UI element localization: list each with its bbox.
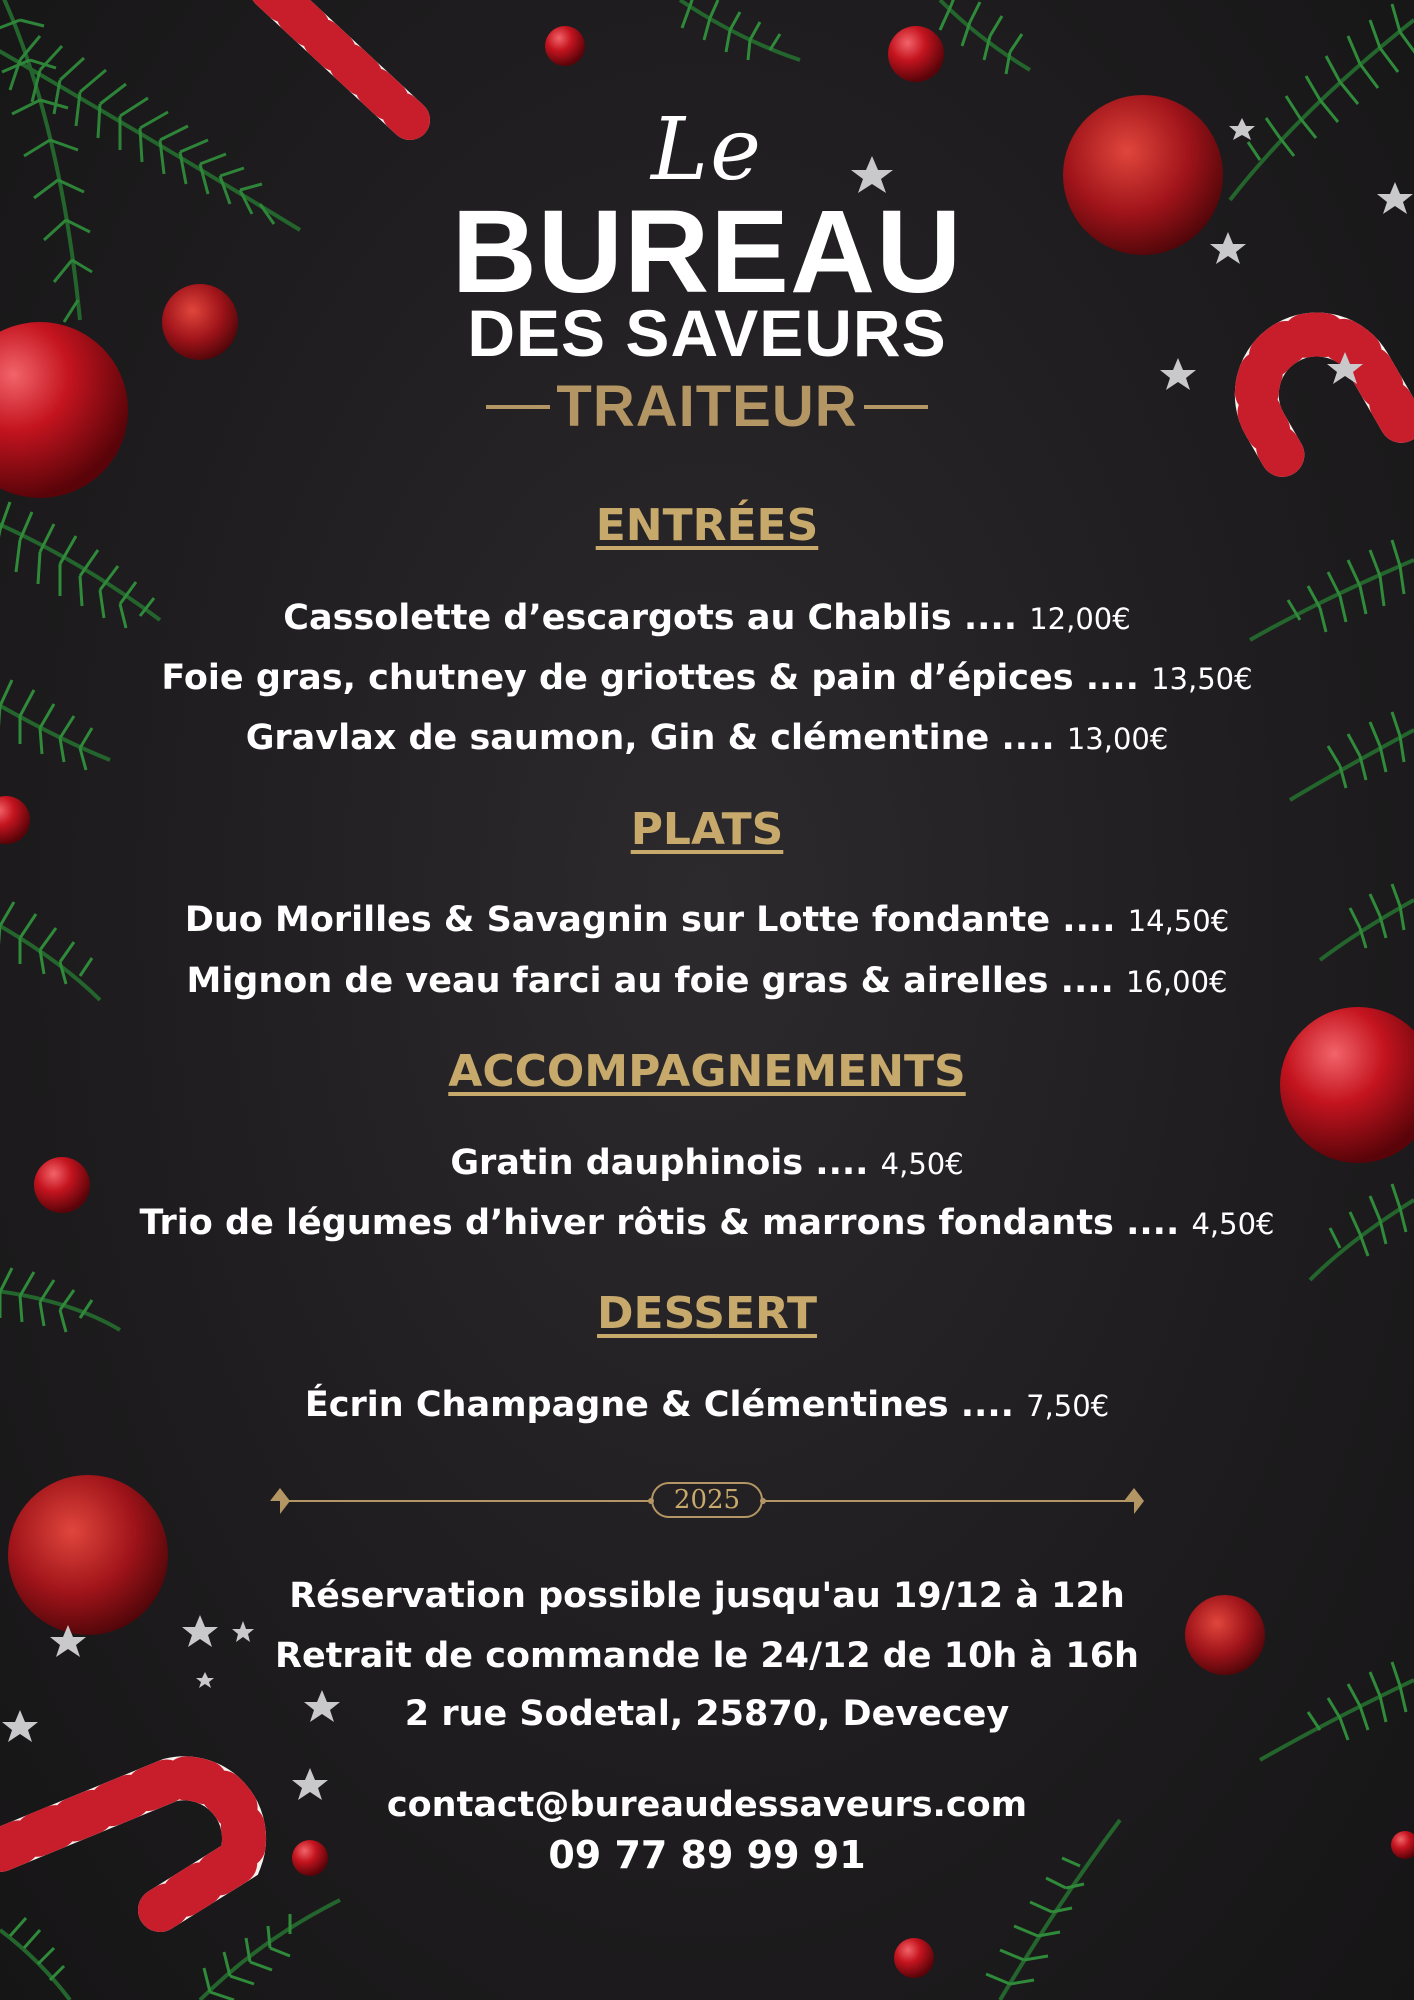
address: 2 rue Sodetal, 25870, Devecey [404,1694,1010,1734]
menu-item-price: 13,50€ [1151,662,1253,696]
menu-item-price: 12,00€ [1029,602,1131,636]
section-title-plats: PLATS [630,804,784,855]
logo-bureau: BUREAU [451,186,963,318]
menu-item-name: Gratin dauphinois .... [450,1143,869,1183]
logo-traiteur [0,375,1414,439]
year-badge: 2025 [651,1482,763,1518]
menu-item-name: Écrin Champagne & Clémentines .... [304,1385,1014,1425]
reservation-info: Réservation possible jusqu'au 19/12 à 12h [289,1576,1125,1616]
menu-item-name: Duo Morilles & Savagnin sur Lotte fondante .... [184,900,1116,940]
section-title-entrees: ENTRÉES [595,500,819,551]
logo-dash-left [486,405,550,409]
menu-item [0,716,1414,761]
logo-des-saveurs: DES SAVEURS [467,296,947,370]
section-title-accompagnements: ACCOMPAGNEMENTS [448,1046,966,1097]
menu-item-name: Trio de légumes d’hiver rôtis & marrons fondants .... [139,1203,1180,1243]
menu-item [0,1141,1414,1186]
menu-item-name: Mignon de veau farci au foie gras & airelles .... [186,961,1114,1001]
logo-traiteur-text: TRAITEUR [556,374,858,439]
menu-item-price: 16,00€ [1126,965,1228,999]
menu-item-price: 7,50€ [1026,1389,1110,1423]
menu-item [0,656,1414,701]
menu-item-name: Cassolette d’escargots au Chablis .... [283,598,1018,638]
logo-le: Le [650,100,763,200]
menu-item-price: 4,50€ [1191,1207,1275,1241]
menu-item-name: Gravlax de saumon, Gin & clémentine .... [245,718,1055,758]
contact-phone: 09 77 89 99 91 [548,1833,866,1877]
section-title-dessert: DESSERT [597,1288,817,1339]
menu-item-name: Foie gras, chutney de griottes & pain d’épices .... [161,658,1139,698]
pickup-info: Retrait de commande le 24/12 de 10h à 16h [275,1636,1139,1676]
menu-item [0,959,1414,1004]
menu-item-price: 14,50€ [1127,904,1230,938]
menu-item [0,1383,1414,1428]
menu-item-price: 13,00€ [1066,722,1169,756]
menu-item-price: 4,50€ [880,1147,964,1181]
menu-item [0,1201,1414,1246]
logo-dash-right [864,405,928,409]
menu-item [0,596,1414,641]
menu-item [0,898,1414,943]
candy-cane-top [270,0,410,120]
contact-email: contact@bureaudessaveurs.com [386,1785,1028,1825]
